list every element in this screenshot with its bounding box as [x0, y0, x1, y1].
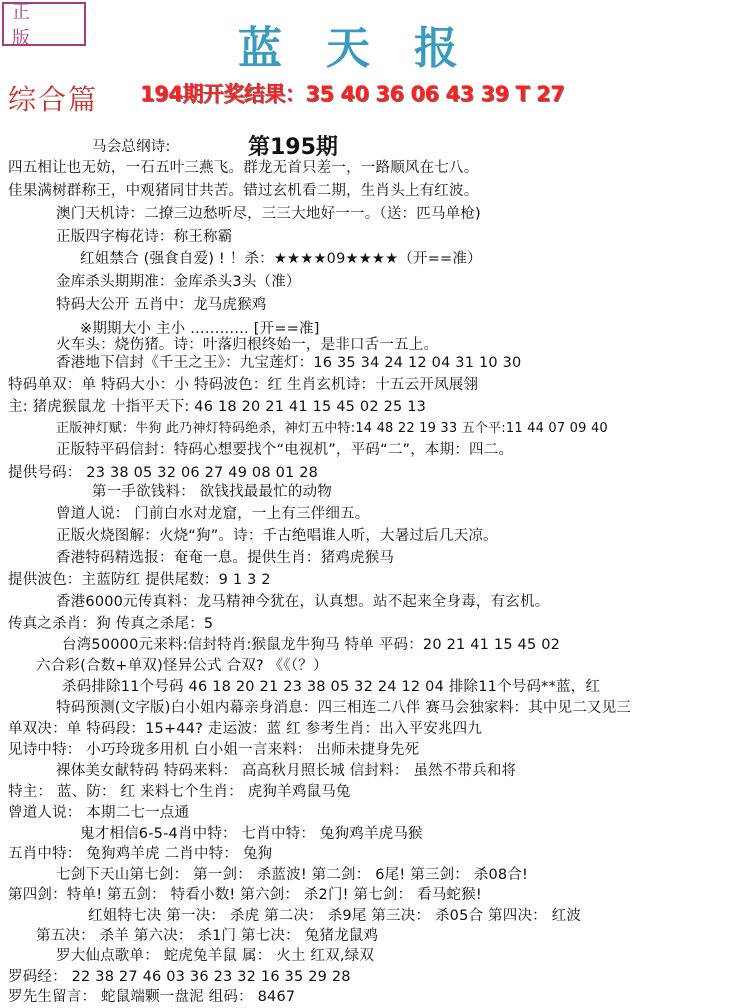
text-line: 红姐特七决 第一决： 杀虎 第二决： 杀9尾 第三决： 杀05合 第四决： 红波: [88, 908, 582, 924]
text-line: 正版火烧图解：火烧“狗”。诗：千古绝唱谁人听，大暑过后几天凉。: [56, 528, 498, 544]
issue-number: 第195期: [248, 135, 338, 160]
text-line: 鬼才相信6-5-4肖中特： 七肖中特： 兔狗鸡羊虎马猴: [80, 826, 423, 842]
section-title: 综合篇: [8, 83, 99, 116]
text-line: 裸体美女献特码 特码来料： 高高秋月照长城 信封料： 虽然不带兵和将: [56, 763, 517, 779]
text-line: 传真之杀肖：狗 传真之杀尾：5: [8, 616, 214, 632]
text-line: 特码预测(文字版)白小姐内幕亲身消息：四三相连二八伴 赛马会独家料：其中见二又见三: [56, 700, 632, 716]
edition-badge: 正 版: [2, 2, 86, 46]
text-line: 曾道人说： 本期二七一点通: [8, 805, 190, 821]
text-line: 正版特平码信封：特码心想要找个“电视机”，平码“二”，本期：四二。: [56, 442, 514, 458]
newspaper-title: 蓝天报: [238, 23, 502, 74]
text-line: 六合彩(合数+单双)怪异公式 合双? 《《（？）: [36, 658, 328, 674]
text-line: 七剑下天山第七剑： 第一剑： 杀蓝波! 第二剑： 6尾! 第三剑： 杀08合!: [56, 867, 529, 883]
text-line: 五肖中特： 兔狗鸡羊虎 二肖中特： 兔狗: [8, 846, 273, 862]
text-line: 火车头：烧伤猪。诗：叶落归根终始一，是非口舌一五上。: [56, 337, 439, 353]
text-line: 罗码经： 22 38 27 46 03 36 23 32 16 35 29 28: [8, 969, 351, 985]
text-line: 澳门天机诗：二撩三边愁听尽，三三大地好一一。（送：匹马单枪): [56, 206, 481, 222]
text-line: 第四剑：特单! 第五剑： 特看小数! 第六剑： 杀2门! 第七剑： 看马蛇猴!: [8, 887, 482, 903]
text-line: 正版四字梅花诗：称王称霸: [56, 229, 233, 245]
text-line: 单双决：单 特码段：15+44? 走运波：蓝 红 参考生肖：出入平安兆四九: [8, 721, 483, 737]
text-line: 特码大公开 五肖中：龙马虎猴鸡: [56, 297, 267, 313]
text-line: 马会总纲诗:: [92, 139, 171, 155]
text-line: 台湾50000元来料:信封特肖:猴鼠龙牛狗马 特单 平码：20 21 41 15 45 02: [62, 637, 561, 653]
text-line: 罗先生留言： 蛇鼠端颗一盘泥 组码： 8467: [8, 989, 296, 1005]
text-line: 第一手欲钱料： 欲钱找最最忙的动物: [92, 484, 333, 500]
text-line: 香港地下信封《千王之王》：九宝莲灯：16 35 34 24 12 04 31 10 30: [56, 355, 522, 371]
text-line: 香港特码精选报：奄奄一息。提供生肖：猪鸡虎猴马: [56, 550, 395, 566]
text-line: 提供波色：主蓝防红 提供尾数：9 1 3 2: [8, 572, 271, 588]
text-line: 红姐禁合 (强食自爱) ! ！杀：★★★★09★★★★（开==准）: [80, 251, 482, 267]
text-line: 四五相让也无妨，一石五叶三燕飞。群龙无首只差一，一路顺风在七八。: [8, 160, 479, 176]
text-line: ※期期大小 主小 ………… [开==准]: [80, 321, 320, 337]
text-line: 特主： 蓝、防： 红 来料七个生肖： 虎狗羊鸡鼠马兔: [8, 784, 351, 800]
text-line: 第五决： 杀羊 第六决： 杀1门 第七决： 兔猪龙鼠鸡: [36, 928, 379, 944]
text-line: 佳果满树群称王，中观猪同甘共苦。错过玄机看二期，生肖头上有红波。: [8, 183, 479, 199]
text-line: 金库杀头期期准：金库杀头3头（准）: [56, 274, 301, 290]
draw-result: 194期开奖结果：35 40 36 06 43 39 T 27: [140, 82, 565, 106]
text-line: 提供号码： 23 38 05 32 06 27 49 08 01 28: [8, 465, 319, 481]
text-line: 曾道人说： 门前白水对龙窟，一上有三伴细五。: [56, 506, 370, 522]
text-line: 主: 猪虎猴鼠龙 十指平天下: 46 18 20 21 41 15 45 02 25 13: [8, 399, 427, 415]
text-line: 见诗中特： 小巧玲珑多用机 白小姐一言来料： 出师未捷身先死: [8, 742, 420, 758]
text-line: 杀码排除11个号码 46 18 20 21 23 38 05 32 24 12 04 排除11个号码**蓝，红: [62, 679, 601, 695]
text-line: 香港6000元传真料：龙马精神今犹在，认真想。站不起来全身毒，有玄机。: [56, 594, 550, 610]
text-line: 罗大仙点歌单： 蛇虎兔羊鼠 属： 火土 红双,绿双: [56, 948, 375, 964]
text-line: 正版神灯赋：牛狗 此乃神灯特码绝杀，神灯五中特:14 48 22 19 33 五个平:11 44 07 09 40: [56, 421, 608, 436]
text-line: 特码单双：单 特码大小：小 特码波色：红 生肖玄机诗：十五云开凤展翎: [8, 377, 479, 393]
